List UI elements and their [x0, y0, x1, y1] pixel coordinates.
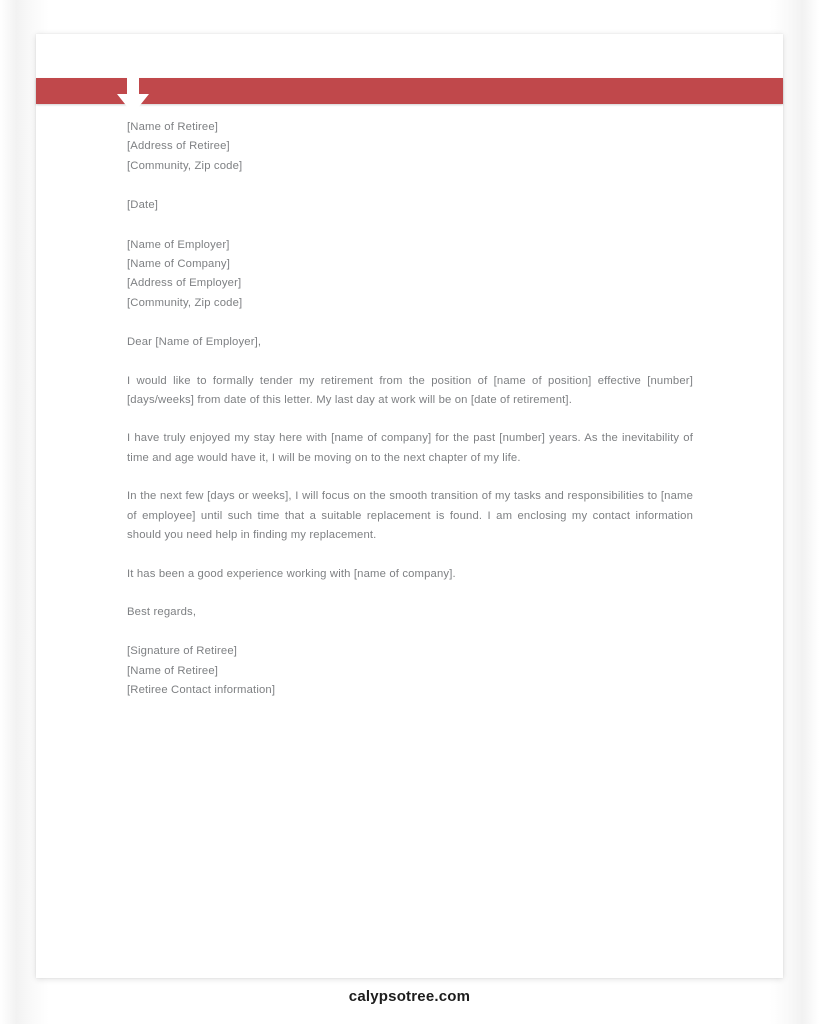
- sender-address-block: [127, 118, 693, 176]
- signature-block: [127, 642, 693, 700]
- date-block: [127, 196, 693, 215]
- spacer-after-paragraph-4: [127, 584, 693, 603]
- recipient-address: [Address of Employer]: [127, 277, 242, 290]
- paragraph-appreciation: I have truly enjoyed my stay here with [name of company] for the past [number] years. As the inevitability of time and age would have it, I will be moving on to the next chapter of my life.: [127, 432, 693, 464]
- recipient-address-block: [127, 236, 693, 314]
- valediction: Best regards,: [127, 605, 197, 618]
- paragraph-closing-statement: It has been a good experience working with [name of company].: [127, 567, 456, 580]
- paragraph-transition: In the next few [days or weeks], I will focus on the smooth transition of my tasks and responsibilities to [name of employee] until such time that a suitable replacement is found. I am enclosing my contact information should you need help in finding my replacement.: [127, 490, 693, 542]
- sender-address: [Address of Retiree]: [127, 140, 230, 153]
- letter-page: [36, 34, 783, 978]
- header-accent-band: [36, 78, 783, 104]
- paragraph-retirement-notice: I would like to formally tender my retirement from the position of [name of position] effective [number] [days/weeks] from date of this letter. My last day at work will be on [date of retirement].: [127, 374, 693, 407]
- spacer-after-sender: [127, 176, 693, 196]
- spacer-after-paragraph-3: [127, 546, 693, 565]
- signer-name: [Name of Retiree]: [127, 664, 219, 677]
- signer-contact-information: [Retiree Contact information]: [127, 684, 276, 697]
- valediction-block: [127, 603, 693, 622]
- letter-date: [Date]: [127, 199, 159, 212]
- signature-placeholder: [Signature of Retiree]: [127, 645, 238, 658]
- spacer-after-salutation: [127, 353, 693, 372]
- sender-community-zip: [Community, Zip code]: [127, 159, 243, 172]
- recipient-name: [Name of Employer]: [127, 238, 230, 251]
- spacer-after-paragraph-1: [127, 410, 693, 429]
- spacer-after-date: [127, 216, 693, 236]
- sender-name: [Name of Retiree]: [127, 121, 219, 133]
- letter-body: [127, 118, 693, 701]
- spacer-after-recipient: [127, 313, 693, 333]
- salutation-block: [127, 333, 693, 352]
- recipient-community-zip: [Community, Zip code]: [127, 296, 243, 309]
- footer-brand-watermark: calypsotree.com: [348, 988, 471, 1005]
- spacer-after-valediction: [127, 622, 693, 642]
- spacer-after-paragraph-2: [127, 468, 693, 487]
- salutation: Dear [Name of Employer],: [127, 336, 262, 349]
- recipient-company: [Name of Company]: [127, 258, 231, 271]
